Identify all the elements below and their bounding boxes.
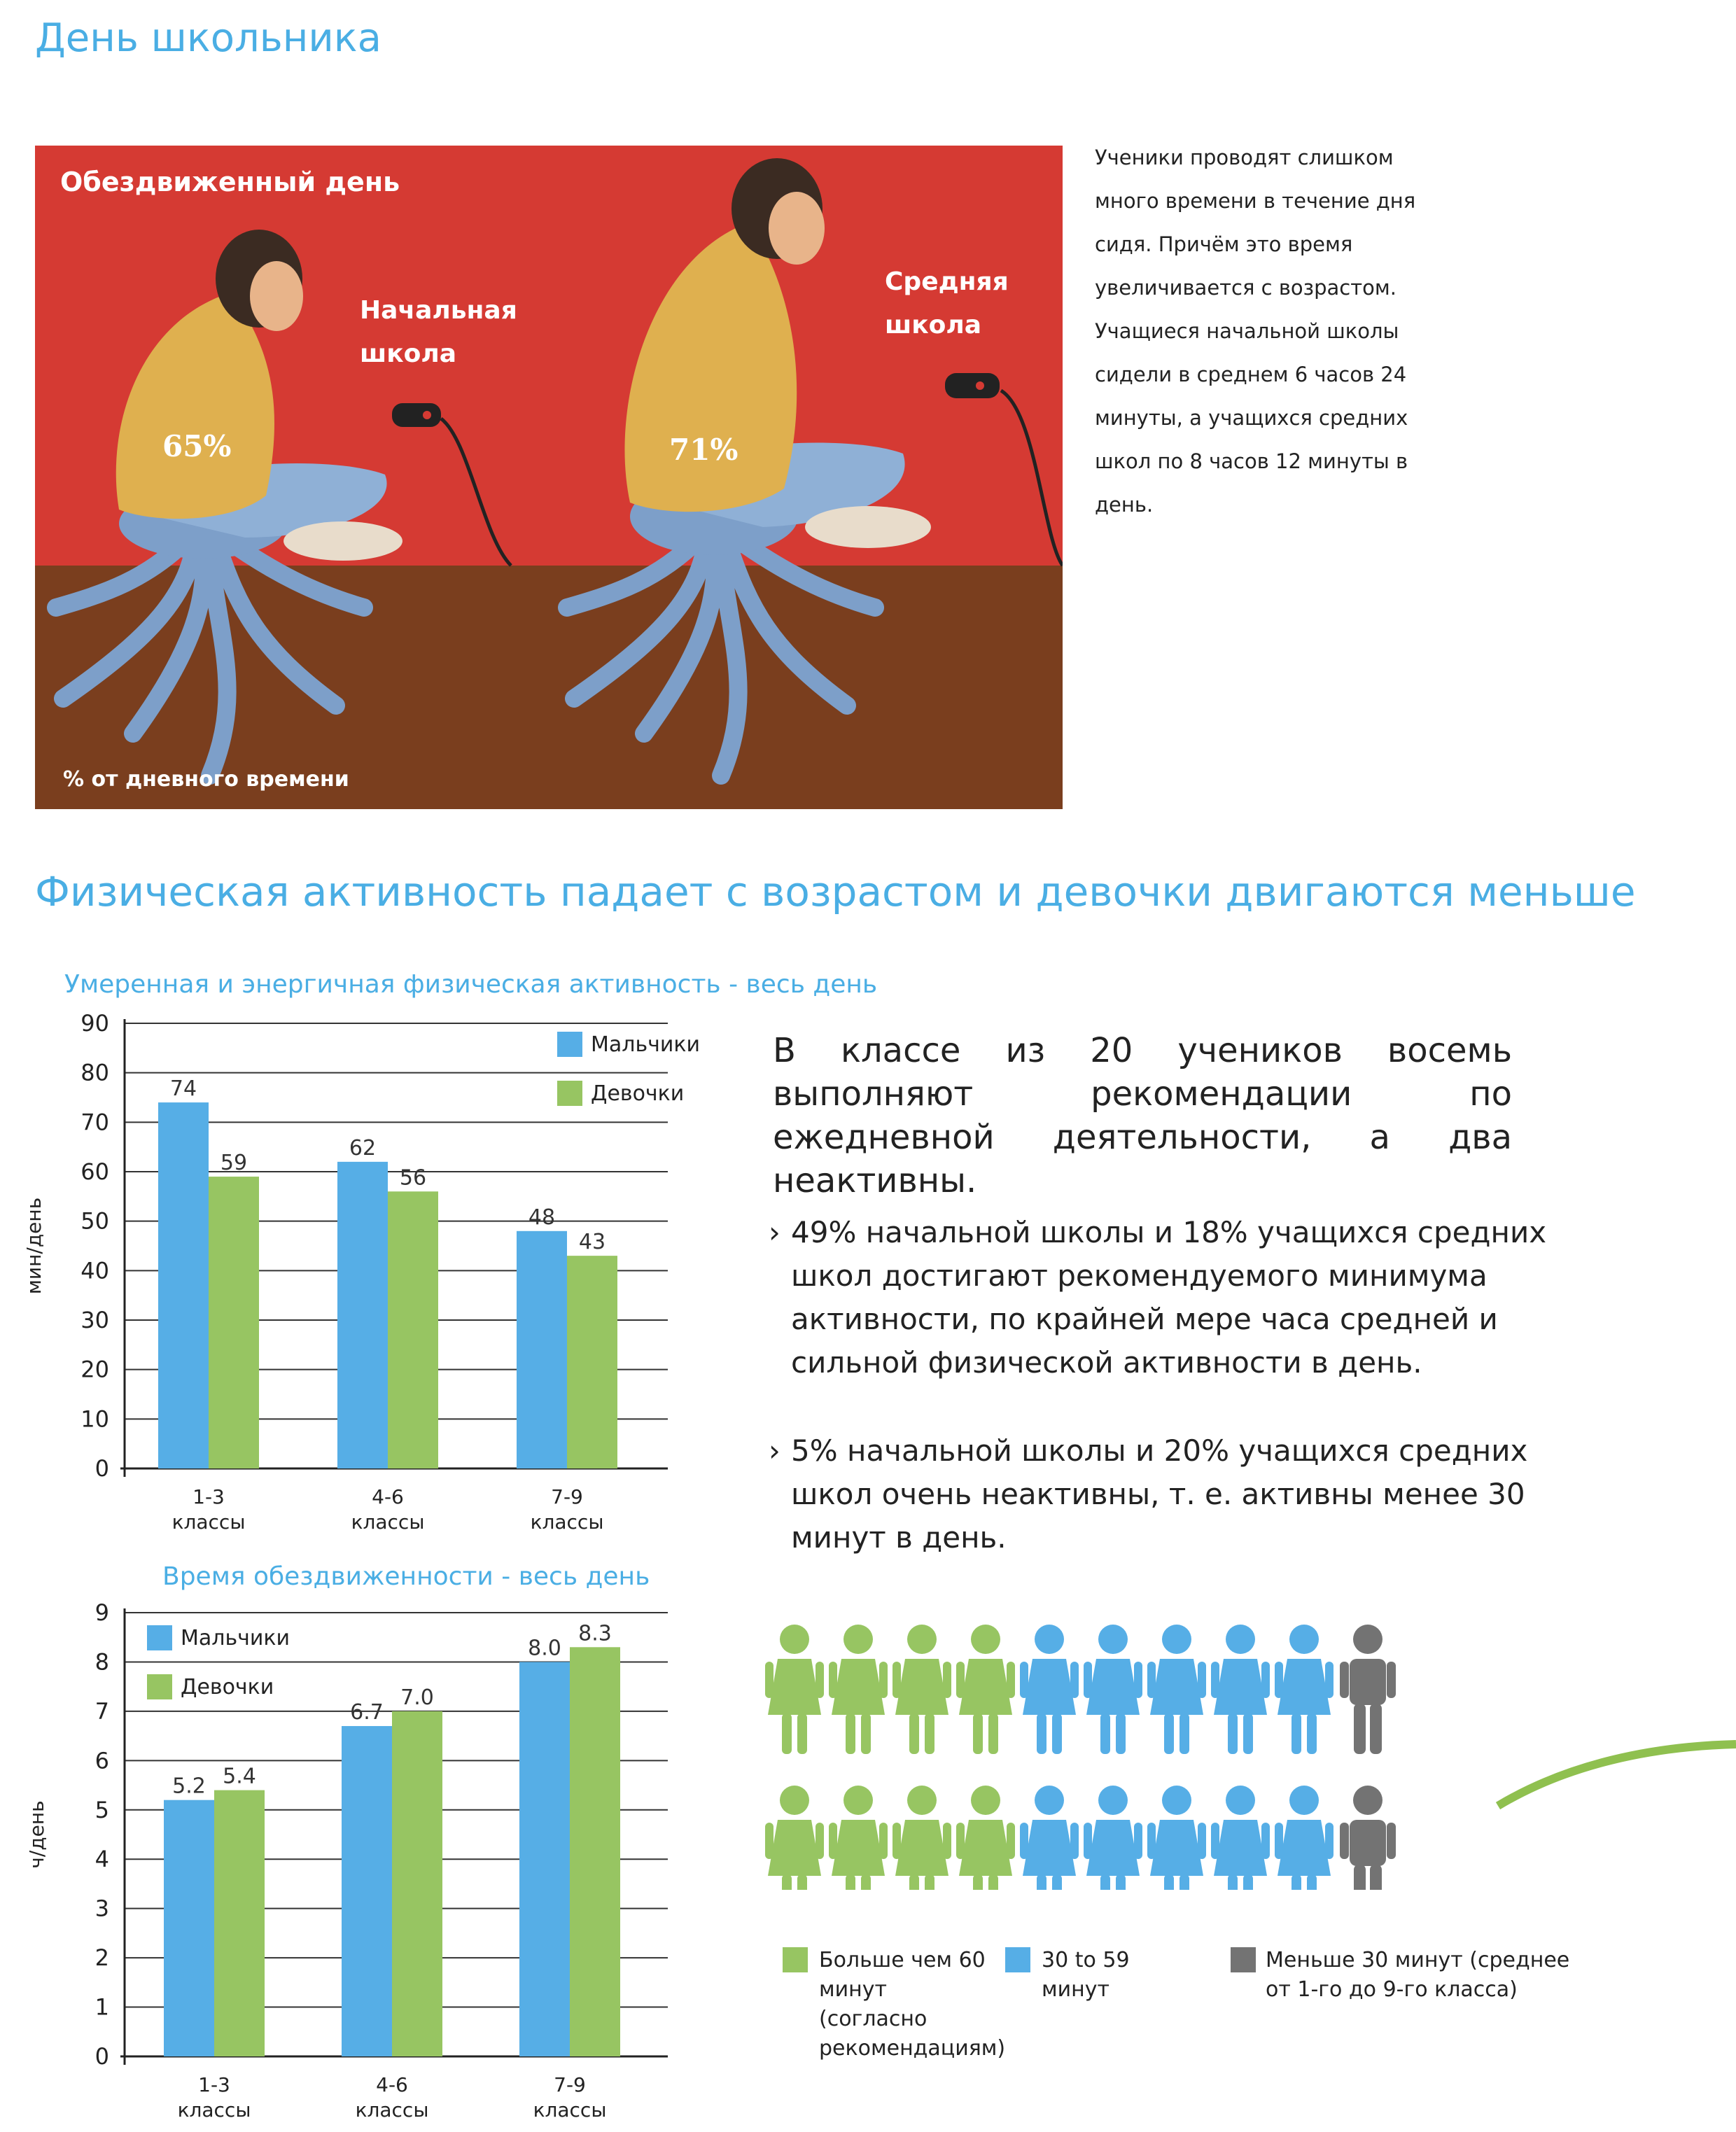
legend-label: Девочки — [181, 1675, 274, 1699]
bullet-1 — [769, 1211, 1561, 1384]
legend-label: Мальчики — [181, 1626, 290, 1650]
legend-gray-swatch — [1231, 1947, 1256, 1972]
x-tick-label: 4-6 — [376, 2073, 408, 2096]
person-icon — [892, 1786, 951, 1890]
person-icon — [1211, 1625, 1270, 1754]
y-tick-label: 4 — [94, 1846, 109, 1873]
legend-swatch — [147, 1625, 172, 1650]
data-label: 74 — [169, 1076, 197, 1102]
x-tick-label: 4-6 — [372, 1485, 404, 1508]
y-tick-label: 0 — [94, 1455, 109, 1482]
legend-label: Мальчики — [591, 1032, 700, 1057]
y-axis-label: мин/день — [22, 1197, 46, 1295]
y-tick-label: 60 — [80, 1158, 109, 1185]
data-label: 8.3 — [578, 1621, 612, 1646]
data-label: 62 — [349, 1135, 377, 1160]
y-tick-label: 30 — [80, 1307, 109, 1333]
label-primary-line2: школа — [360, 339, 457, 368]
person-icon — [956, 1625, 1015, 1754]
side-line: школ по 8 часов 12 минуты в — [1095, 449, 1408, 473]
side-line: увеличивается с возрастом. — [1095, 276, 1396, 300]
data-label: 5.2 — [172, 1774, 206, 1799]
person-icon — [1020, 1625, 1079, 1754]
person-icon — [1147, 1786, 1206, 1890]
y-tick-label: 2 — [94, 1944, 109, 1972]
chart1-title: Умеренная и энергичная физическая активность - весь день — [64, 970, 878, 999]
legend-swatch — [557, 1081, 582, 1106]
sitting-roots-illustration — [35, 146, 1063, 809]
person-icon — [1275, 1625, 1334, 1754]
data-label: 8.0 — [528, 1636, 561, 1661]
data-label: 59 — [220, 1151, 248, 1176]
y-tick-label: 20 — [80, 1356, 109, 1383]
y-tick-label: 10 — [80, 1405, 109, 1433]
data-label: 48 — [528, 1205, 556, 1230]
side-description — [1095, 136, 1459, 526]
y-tick-label: 8 — [94, 1648, 109, 1676]
person-icon — [1084, 1786, 1142, 1890]
chevron-right-icon: › — [769, 1433, 780, 1468]
person-icon — [1020, 1786, 1079, 1890]
bar-girls — [392, 1711, 442, 2056]
x-tick-label: классы — [355, 2098, 429, 2122]
chart2-title: Время обездвиженности - весь день — [162, 1562, 650, 1591]
bar-boys — [158, 1102, 209, 1468]
bullet-2 — [769, 1429, 1561, 1559]
bar-boys — [519, 1662, 570, 2056]
person-icon — [1275, 1786, 1334, 1890]
legend-swatch — [557, 1032, 582, 1057]
legend-green-line: минут — [819, 1977, 887, 2002]
headline-line: неактивны. — [773, 1161, 977, 1200]
person-icon — [1147, 1625, 1206, 1754]
chart-sedentary — [0, 1603, 700, 2132]
y-tick-label: 3 — [94, 1895, 109, 1922]
chart-activity — [0, 1008, 700, 1568]
bullet2-line: 5% начальной школы и 20% учащихся средних — [791, 1433, 1528, 1468]
side-line: сидели в среднем 6 часов 24 — [1095, 363, 1407, 386]
y-tick-label: 90 — [80, 1010, 109, 1037]
legend-gray-line: Меньше 30 минут (среднее — [1266, 1948, 1570, 1972]
bullet1-line: активности, по крайней мере часа средней и — [791, 1302, 1498, 1336]
x-tick-label: классы — [351, 1510, 425, 1534]
x-tick-label: 7-9 — [551, 1485, 583, 1508]
label-secondary-line1: Средняя — [885, 267, 1009, 296]
person-icon — [829, 1625, 888, 1754]
decorative-arc — [1484, 1729, 1736, 1820]
bar-girls — [388, 1191, 438, 1468]
section-title: Физическая активность падает с возрастом и девочки двигаются меньше — [35, 868, 1636, 916]
legend-green-line: рекомендациям) — [819, 2036, 1006, 2061]
bullet1-line: 49% начальной школы и 18% учащихся средних — [791, 1215, 1547, 1249]
side-line: Учащиеся начальной школы — [1095, 319, 1399, 343]
y-tick-label: 40 — [80, 1257, 109, 1284]
value-primary: 65% — [162, 429, 232, 463]
x-tick-label: классы — [177, 2098, 251, 2122]
person-icon — [956, 1786, 1015, 1890]
bar-boys — [164, 1800, 214, 2056]
x-tick-label: классы — [530, 1510, 604, 1534]
legend-gray-line: от 1-го до 9-го класса) — [1266, 1977, 1518, 2002]
person-icon — [1340, 1786, 1396, 1890]
label-secondary-school — [885, 260, 1009, 347]
y-tick-label: 9 — [94, 1603, 109, 1626]
illustration-footnote: % от дневного времени — [63, 767, 349, 792]
y-tick-label: 5 — [94, 1796, 109, 1823]
bar-boys — [517, 1231, 567, 1468]
person-icon — [1340, 1625, 1396, 1754]
y-tick-label: 50 — [80, 1207, 109, 1235]
legend-green-line: (согласно — [819, 2007, 927, 2031]
y-tick-label: 80 — [80, 1059, 109, 1086]
data-label: 43 — [578, 1230, 606, 1255]
legend-blue-swatch — [1005, 1947, 1030, 1972]
bullet1-line: школ достигают рекомендуемого минимума — [791, 1258, 1488, 1293]
bullet2-line: школ очень неактивны, т. е. активны менее 30 — [791, 1477, 1525, 1511]
bar-girls — [209, 1177, 259, 1468]
side-line: много времени в течение дня — [1095, 189, 1416, 213]
side-line: сидя. Причём это время — [1095, 232, 1353, 256]
value-secondary: 71% — [669, 433, 738, 467]
side-line: минуты, а учащихся средних — [1095, 406, 1408, 430]
person-icon — [829, 1786, 888, 1890]
data-label: 56 — [399, 1165, 427, 1191]
bullet2-line: минут в день. — [791, 1520, 1007, 1555]
legend-blue-line: минут — [1042, 1977, 1110, 2002]
y-tick-label: 7 — [94, 1697, 109, 1725]
data-label: 5.4 — [223, 1764, 256, 1789]
person-icon — [892, 1625, 951, 1754]
label-primary-line1: Начальная — [360, 296, 517, 325]
illustration-panel — [35, 146, 1063, 809]
person-icon — [765, 1625, 824, 1754]
side-line: Ученики проводят слишком — [1095, 146, 1394, 169]
label-secondary-line2: школа — [885, 311, 982, 339]
data-label: 6.7 — [350, 1700, 384, 1725]
bar-boys — [337, 1162, 388, 1468]
side-line: день. — [1095, 493, 1154, 517]
person-icon — [1211, 1786, 1270, 1890]
x-tick-label: 1-3 — [198, 2073, 230, 2096]
y-tick-label: 70 — [80, 1109, 109, 1136]
bar-girls — [570, 1647, 620, 2056]
chevron-right-icon: › — [769, 1215, 780, 1249]
page-title: День школьника — [35, 15, 382, 61]
headline-line: В классе из 20 учеников восемь — [773, 1031, 1512, 1070]
legend-green-line: Больше чем 60 — [819, 1948, 986, 1972]
x-tick-label: 7-9 — [554, 2073, 586, 2096]
label-primary-school — [360, 289, 517, 376]
person-icon — [1084, 1625, 1142, 1754]
y-tick-label: 0 — [94, 2043, 109, 2070]
illustration-heading: Обездвиженный день — [60, 167, 400, 197]
data-label: 7.0 — [400, 1685, 434, 1710]
headline-line: ежедневной деятельности, а два — [773, 1118, 1512, 1157]
x-tick-label: 1-3 — [192, 1485, 225, 1508]
bar-boys — [342, 1726, 392, 2056]
x-tick-label: классы — [172, 1510, 246, 1534]
info-headline — [773, 1029, 1512, 1202]
bullet1-line: сильной физической активности в день. — [791, 1345, 1422, 1380]
legend-swatch — [147, 1674, 172, 1699]
y-axis-label: ч/день — [25, 1800, 48, 1869]
y-tick-label: 6 — [94, 1747, 109, 1774]
bar-girls — [214, 1790, 265, 2056]
legend-blue-line: 30 to 59 — [1042, 1948, 1130, 1972]
y-tick-label: 1 — [94, 1993, 109, 2021]
x-tick-label: классы — [533, 2098, 607, 2122]
legend-green-swatch — [783, 1947, 808, 1972]
legend-label: Девочки — [591, 1081, 685, 1106]
bar-girls — [567, 1256, 617, 1468]
person-icon — [765, 1786, 824, 1890]
headline-line: выполняют рекомендации по — [773, 1074, 1512, 1114]
